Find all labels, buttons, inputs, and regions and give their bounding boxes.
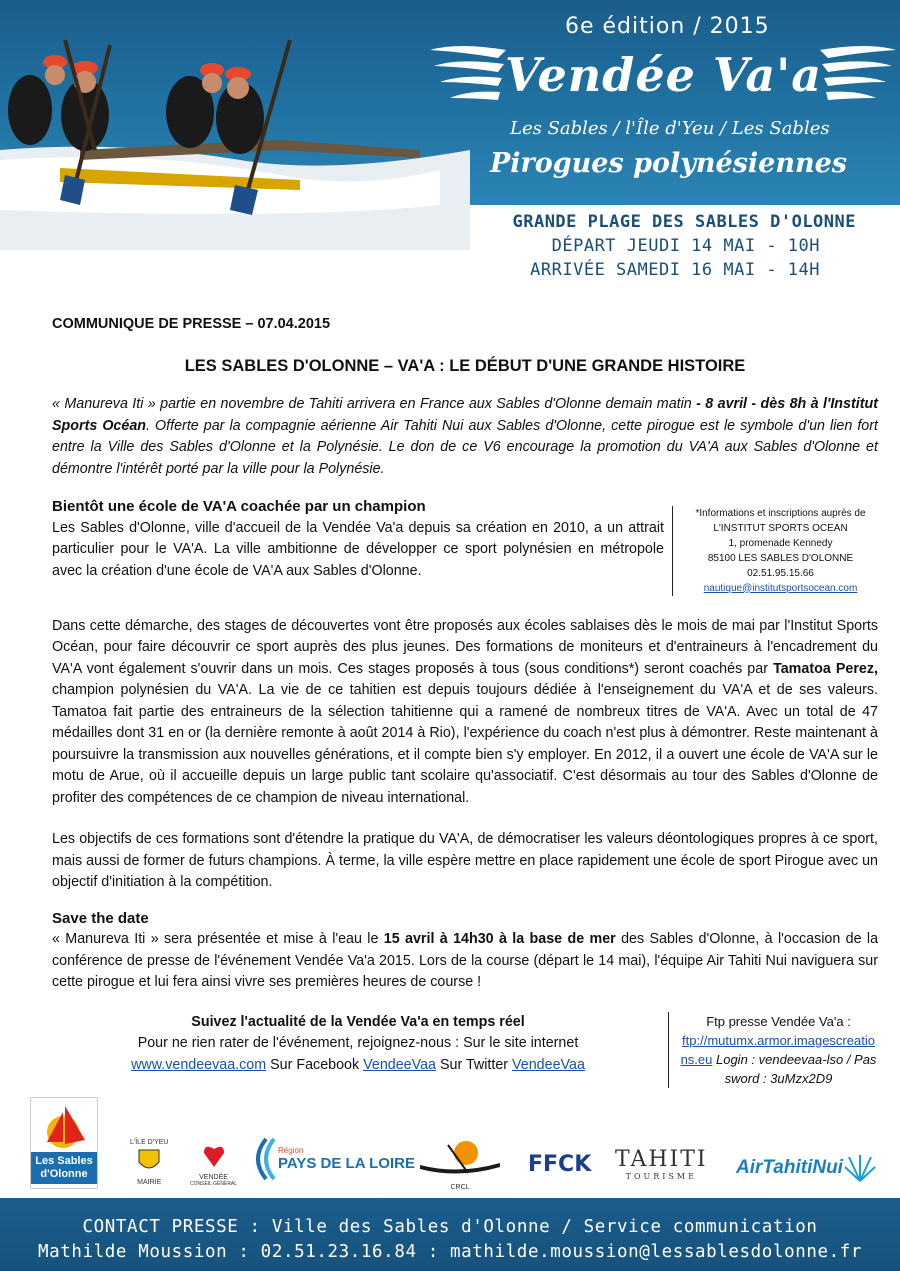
- contact-footer: [0, 1198, 900, 1271]
- air-tahiti-nui-logo: [736, 1153, 877, 1183]
- paddlers-photo: [0, 0, 470, 250]
- sail-icon: [39, 1104, 91, 1150]
- ftp-credentials: Login : vendeevaa-lso / Password : 3uMzx2D9: [712, 1051, 877, 1086]
- intro-text-rest: . Offerte par la compagnie aérienne Air Tahiti Nui aux Sables d'Olonne, cette pirogue est le symbole d'un lien fort entre la Ville des Sables d'Olonne et la Polynésie. Le don de ce V6 encourage la promotion du VA'A aux Sables d'Olonne et démontre l'intérêt porté par la ville pour la Polynésie.: [52, 417, 878, 477]
- communique-date: COMMUNIQUE DE PRESSE – 07.04.2015: [52, 316, 331, 332]
- tahiti-text: TAHITI: [615, 1147, 708, 1172]
- follow-links: [52, 1055, 664, 1077]
- save-highlight: 15 avril à 14h30 à la base de mer: [383, 931, 616, 947]
- intro-highlight: - 8 avril - dès 8h à l'Institut Sports Océan: [52, 396, 878, 434]
- vendee-text: VENDÉE: [199, 1174, 228, 1181]
- tahiti-tourisme-logo: [615, 1147, 708, 1181]
- follow-title: Suivez l'actualité de la Vendée Va'a en temps réel: [191, 1013, 525, 1030]
- ftp-title: Ftp presse Vendée Va'a :: [706, 1013, 851, 1029]
- pays-loire-logo: [248, 1137, 415, 1181]
- intro-paragraph: [52, 394, 878, 480]
- tiare-flower-icon: [843, 1153, 877, 1183]
- crest-icon: [135, 1146, 163, 1174]
- school-section: [52, 507, 878, 596]
- region-arc-icon: [248, 1137, 278, 1181]
- ftp-details: [679, 1031, 878, 1088]
- info-line: L'INSTITUT SPORTS OCEAN: [713, 522, 848, 534]
- header-banner: [0, 0, 900, 290]
- facebook-label: Sur Facebook: [266, 1056, 364, 1073]
- ffck-text: FFCK: [528, 1152, 592, 1177]
- arrival-time: ARRIVÉE SAMEDI 16 MAI - 14H: [530, 260, 820, 280]
- coach-name: Tamatoa Perez,: [773, 660, 879, 677]
- region-small-text: Région: [278, 1146, 304, 1155]
- info-phone: 02.51.95.15.66: [747, 567, 814, 579]
- ile-yeu-logo: [130, 1139, 168, 1186]
- event-place: GRANDE PLAGE DES SABLES D'OLONNE: [512, 212, 856, 232]
- les-sables-logo: [30, 1097, 98, 1189]
- save-text-rest: des Sables d'Olonne, à l'occasion de la conférence de presse de l'événement Vendée Va'a 2015. Lors de la course (départ le 14 mai), l'équipe Air Tahiti Nui naviguera sur cette pirogue et lui fera ainsi vivre ses premières heures de course !: [52, 931, 879, 990]
- les-sables-text: Les Sables d'Olonne: [31, 1152, 97, 1184]
- info-line: 1, promenade Kennedy: [728, 537, 833, 549]
- vendee-logo: [190, 1139, 237, 1187]
- headline: LES SABLES D'OLONNE – VA'A : LE DÉBUT D'UNE GRANDE HISTOIRE: [184, 356, 746, 375]
- twitter-label: Sur Twitter: [436, 1056, 513, 1073]
- coach-paragraph: [52, 616, 878, 810]
- contact-line: CONTACT PRESSE : Ville des Sables d'Olonne / Service communication: [82, 1217, 818, 1237]
- crcl-logo: [418, 1139, 502, 1191]
- subtitle: Pirogues polynésiennes: [490, 148, 847, 179]
- facebook-link[interactable]: VendeeVaa: [363, 1056, 437, 1073]
- crcl-text: CRCL: [450, 1184, 470, 1191]
- tahiti-sub: TOURISME: [625, 1172, 697, 1181]
- air-tahiti-text: AirTahitiNui: [736, 1157, 843, 1178]
- info-email-link[interactable]: nautique@institutsportsocean.com: [703, 582, 858, 594]
- edition-label: 6e édition / 2015: [565, 14, 770, 39]
- coach-text-rest: champion polynésien du VA'A. La vie de ce tahitien est depuis toujours dédiée à l'enseignement du VA'A et de ses valeurs. Tamatoa fait partie des entraineurs de la sélection tahitienne qui a ramené de nombreux titres de VA'A. Avec un total de 47 médailles dont 31 en or (la dernière remonte à août 2014 à Rio), l'expérience du coach n'est plus à démontrer. Reste maintenant à poursuivre la transmission aux nouvelles générations, et il compte bien s'y employer. En 2012, il a ouvert une école de VA'A sur le motu de Arue, où il accueille depuis un large public tant scolaire qu'associatif. C'est désormais au tour des Sables d'Olonne de profiter des compétences de ce champion de niveau international.: [52, 682, 878, 806]
- coach-text: Dans cette démarche, des stages de découvertes vont être proposés aux écoles sablaises dès le mois de mai par l'Institut Sports Océan, pour faire découvrir ce sport auprès des plus jeunes. Des formations de moniteurs et d'entraineurs à l'encadrement du VA'A vont également s'ouvrir dans un mois. Ces stages proposés à tous (sous conditions*) seront coachés par: [52, 617, 878, 677]
- right-wing-icon: [818, 42, 898, 112]
- school-title: Bientôt une école de VA'A coachée par un champion: [52, 498, 426, 515]
- hearts-icon: [202, 1139, 226, 1169]
- save-the-date-paragraph: [52, 929, 878, 994]
- save-the-date-title: Save the date: [52, 909, 149, 927]
- ffck-logo: [528, 1152, 591, 1177]
- route-label: Les Sables / l'Île d'Yeu / Les Sables: [510, 118, 830, 139]
- canoe-icon: [418, 1139, 502, 1179]
- school-paragraph: Les Sables d'Olonne, ville d'accueil de la Vendée Va'a depuis sa création en 2010, a un attrait particulier pour le VA'A. La ville ambitionne de développer ce sport polynésien en métropole avec la création d'une école de VA'A aux Sables d'Olonne.: [52, 519, 664, 579]
- intro-text: « Manureva Iti » partie en novembre de Tahiti arrivera en France aux Sables d'Olonne demain matin: [52, 396, 697, 412]
- contact-details: Mathilde Moussion : 02.51.23.16.84 : mathilde.moussion@lessablesdolonne.fr: [37, 1242, 863, 1262]
- departure-time: DÉPART JEUDI 14 MAI - 10H: [551, 236, 820, 256]
- info-line: *Informations et inscriptions auprès de: [695, 507, 866, 519]
- press-release-body: [52, 314, 878, 1088]
- info-box: [672, 506, 878, 596]
- partner-logos: [30, 1097, 890, 1192]
- vendee-sub: CONSEIL GÉNÉRAL: [190, 1181, 238, 1187]
- left-wing-icon: [428, 42, 508, 112]
- follow-line: Pour ne rien rater de l'événement, rejoignez-nous : Sur le site internet: [137, 1035, 579, 1051]
- website-link[interactable]: www.vendeevaa.com: [131, 1056, 267, 1073]
- ile-yeu-sub: MAIRIE: [137, 1179, 162, 1186]
- brand-title: Vendée Va'a: [505, 48, 823, 102]
- info-line: 85100 LES SABLES D'OLONNE: [707, 552, 854, 564]
- follow-block: [52, 1012, 664, 1088]
- save-text: « Manureva Iti » sera présentée et mise à l'eau le: [52, 931, 384, 947]
- ile-yeu-text: L'ÎLE D'YEU: [130, 1139, 169, 1146]
- ftp-link[interactable]: ftp://mutumx.armor.imagescreations.eu: [680, 1032, 875, 1067]
- ftp-box: [668, 1012, 878, 1088]
- twitter-link[interactable]: VendeeVaa: [512, 1056, 585, 1073]
- objectives-paragraph: Les objectifs de ces formations sont d'étendre la pratique du VA'A, de démocratiser les valeurs déontologiques propres à ce sport, mais aussi de former de futurs champions. À terme, la ville espère mettre en place rapidement une école de sport Pirogue avec un objectif d'initiation à la compétition.: [52, 831, 878, 890]
- region-text: PAYS DE LA LOIRE: [278, 1155, 415, 1172]
- follow-section: [52, 1012, 878, 1088]
